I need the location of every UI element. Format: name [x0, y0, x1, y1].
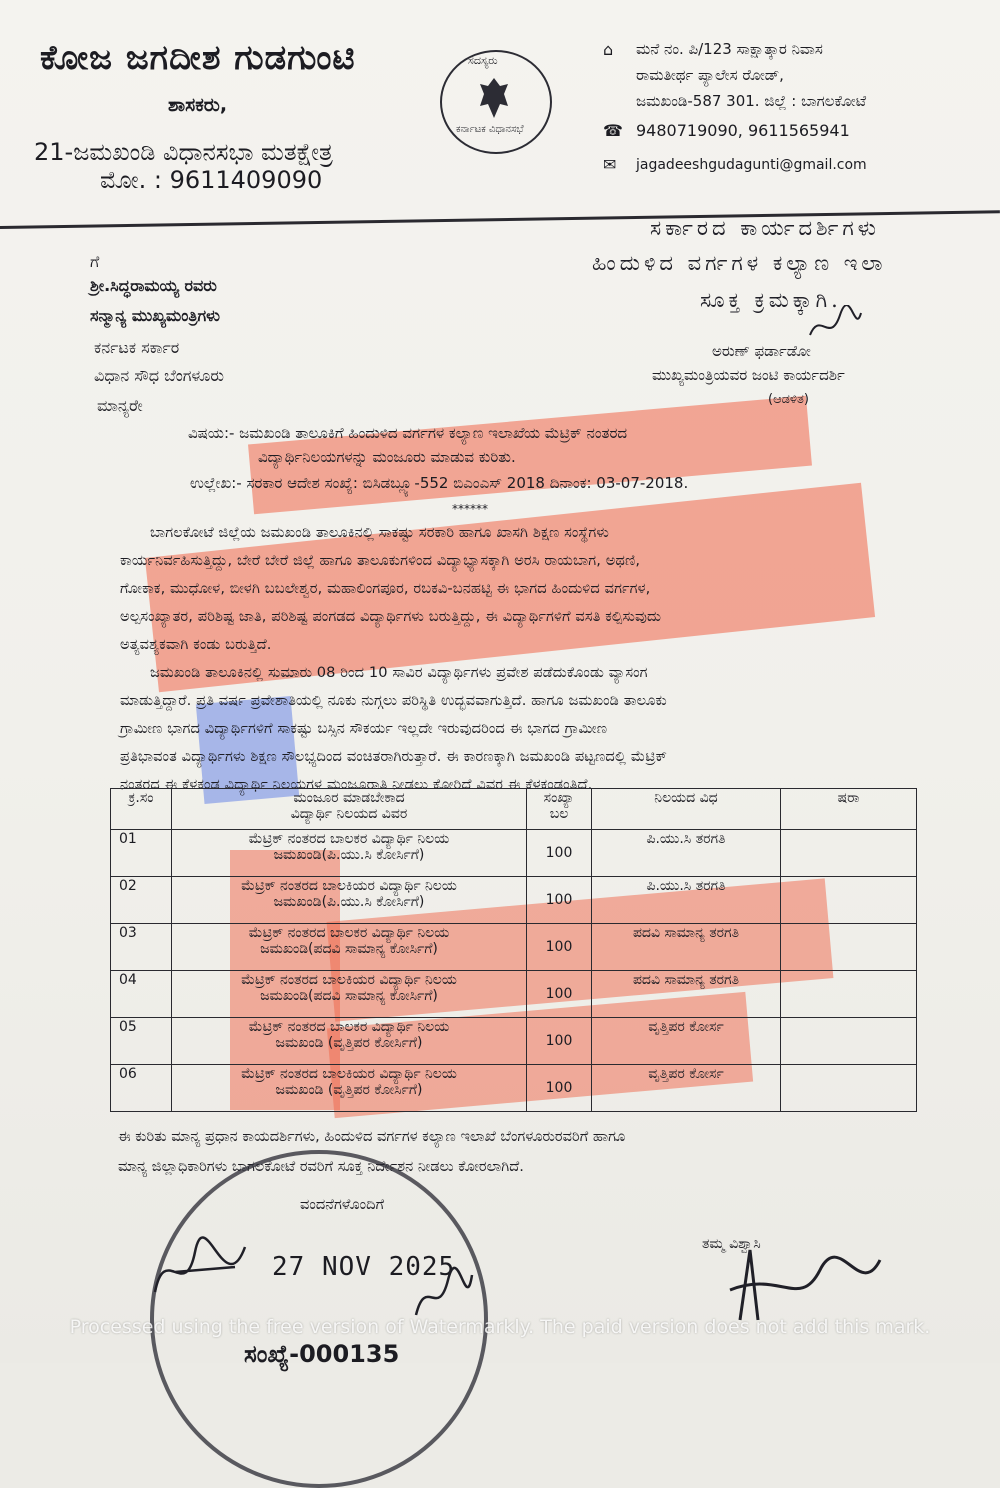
recipient-line-2: ಸನ್ಮಾನ್ಯ ಮುಖ್ಯಮಂತ್ರಿಗಳು: [90, 306, 220, 325]
cell-remarks: [781, 924, 917, 971]
closing-line-2: ಮಾನ್ಯ ಜಿಲ್ಲಾಧಿಕಾರಿಗಳು ಬಾಗಲಕೋಟೆ ರವರಿಗೆ ಸೂಕ್ತ ನಿರ್ದೇಶನ ನೀಡಲು ಕೋರಲಾಗಿದೆ.: [118, 1158, 524, 1175]
hostel-table: [110, 788, 917, 1112]
body-p1-line-3: ಗೋಕಾಕ, ಮುಧೋಳ, ಬೀಳಗಿ ಬಬಲೇಶ್ವರ, ಮಹಾಲಿಂಗಪೂರ, ರಬಕವಿ-ಬನಹಟ್ಟಿ ಈ ಭಾಗದ ಹಿಂದುಳಿದ ವರ್ಗಗಳ,: [120, 580, 651, 597]
cell-sl: 05: [111, 1018, 172, 1065]
cell-type: ಪಿ.ಯು.ಸಿ ತರಗತಿ: [592, 877, 781, 924]
cell-desc: ಮೆಟ್ರಿಕ್ ನಂತರದ ಬಾಲಕಿಯರ ವಿದ್ಯಾರ್ಥಿ ನಿಲಯ ಜಮಖಂಡಿ(ಪದವಿ ಸಾಮಾನ್ಯ ಕೋರ್ಸಿಗೆ): [172, 971, 527, 1018]
cell-remarks: [781, 830, 917, 877]
salutation: ಮಾನ್ಯರೇ: [97, 396, 143, 415]
col-header-desc: ಮಂಜೂರ ಮಾಡಬೇಕಾದ ವಿದ್ಯಾರ್ಥಿ ನಿಲಯದ ವಿವರ: [172, 789, 527, 830]
body-p2-line-2: ಮಾಡುತ್ತಿದ್ದಾರೆ. ಪ್ರತಿ ವರ್ಷ ಪ್ರವೇಶಾತಿಯಲ್ಲಿ ನೂಕು ನುಗ್ಗಲು ಪರಿಸ್ಥಿತಿ ಉದ್ಭವವಾಗುತ್ತಿದೆ. ಹಾಗೂ ಜಮಖಂಡಿ ತಾಲೂಕು: [120, 692, 667, 709]
endorsement-line-2: ಹಿಂದುಳಿದ ವರ್ಗಗಳ ಕಲ್ಯಾಣ ಇಲಾ: [592, 251, 887, 275]
body-p1-line-5: ಅತ್ಯವಶ್ಯಕವಾಗಿ ಕಂಡು ಬರುತ್ತಿದೆ.: [120, 636, 272, 653]
cell-sl: 03: [111, 924, 172, 971]
endorsement-signature: [805, 305, 865, 349]
cell-sl: 02: [111, 877, 172, 924]
reference-line: ಉಲ್ಲೇಖ:- ಸರಕಾರ ಆದೇಶ ಸಂಖ್ಯೆ: ಬಿಸಿಡಬ್ಲ್ಯೂ-552 ಬಿಎಂಎಸ್ 2018 ದಿನಾಂಕ: 03-07-2018.: [190, 474, 689, 492]
cell-desc: ಮೆಟ್ರಿಕ್ ನಂತರದ ಬಾಲಕರ ವಿದ್ಯಾರ್ಥಿ ನಿಲಯ ಜಮಖಂಡಿ(ಪಿ.ಯು.ಸಿ ಕೋರ್ಸಿಗೆ): [172, 830, 527, 877]
cell-remarks: [781, 1065, 917, 1112]
receiver-signature: [145, 1232, 255, 1316]
table-row: [111, 924, 917, 971]
col-header-type: ನಿಲಯದ ವಿಧ: [592, 789, 781, 830]
cell-type: ಪಿ.ಯು.ಸಿ ತರಗತಿ: [592, 830, 781, 877]
address-line-1: ಮನೆ ನಂ. ಪಿ/123 ಸಾಕ್ಷಾತ್ಕಾರ ನಿವಾಸ: [636, 40, 823, 58]
cell-type: ಪದವಿ ಸಾಮಾನ್ಯ ತರಗತಿ: [592, 924, 781, 971]
col-header-sl: ಕ್ರ.ಸಂ: [111, 789, 172, 830]
mail-icon: ✉: [603, 155, 617, 174]
recipient-line-3: ಕರ್ನಟಕ ಸರ್ಕಾರ: [94, 338, 180, 357]
cell-type: ಪದವಿ ಸಾಮಾನ್ಯ ತರಗತಿ: [592, 971, 781, 1018]
stamp-number: ಸಂಖ್ಯೆ-000135: [244, 1340, 400, 1368]
home-icon: ⌂: [603, 40, 614, 59]
cell-remarks: [781, 1018, 917, 1065]
col-header-remarks: ಷರಾ: [781, 789, 917, 830]
cell-count: 100: [527, 1065, 592, 1112]
table-row: [111, 1065, 917, 1112]
phone-numbers: 9480719090, 9611565941: [636, 121, 850, 140]
cell-count: 100: [527, 971, 592, 1018]
body-p2-line-1: ಜಮಖಂಡಿ ತಾಲೂಕಿನಲ್ಲಿ ಸುಮಾರು 08 ರಿಂದ 10 ಸಾವಿರ ವಿದ್ಯಾರ್ಥಿಗಳು ಪ್ರವೇಶ ಪಡೆದುಕೊಂಡು ವ್ಯಾಸಂಗ: [150, 664, 648, 681]
recipient-line-1: ಶ್ರೀ.ಸಿದ್ಧರಾಮಯ್ಯ ರವರು: [90, 276, 217, 295]
gandaberunda-emblem-icon: [476, 76, 512, 124]
address-line-3: ಜಮಖಂಡಿ-587 301. ಜಿಲ್ಲೆ : ಬಾಗಲಕೋಟೆ: [636, 92, 867, 110]
recipient-to: ಗೆ: [90, 252, 100, 271]
mla-name: ಕೋಜ ಜಗದೀಶ ಗುಡಗುಂಟಿ: [40, 38, 356, 78]
body-p2-line-5: ನಂತರದ ಈ ಕೆಳಕಂಡ ವಿದ್ಯಾರ್ಥಿ ನಿಲಯಗಳ ಮಂಜೂರಾತಿ ನೀಡಲು ಕೋರಿದೆ ವಿವರ ಈ ಕೆಳಕಂಡಂತಿದೆ.: [120, 776, 593, 793]
table-row: [111, 877, 917, 924]
table-row: [111, 830, 917, 877]
cell-count: 100: [527, 1018, 592, 1065]
regards: ವಂದನೆಗಳೊಂದಿಗೆ: [300, 1196, 385, 1213]
cell-type: ವೃತ್ತಿಪರ ಕೋರ್ಸ: [592, 1065, 781, 1112]
separator-stars: ******: [452, 502, 488, 516]
cell-desc: ಮೆಟ್ರಿಕ್ ನಂತರದ ಬಾಲಕಿಯರ ವಿದ್ಯಾರ್ಥಿ ನಿಲಯ ಜಮಖಂಡಿ(ಪಿ.ಯು.ಸಿ ಕೋರ್ಸಿಗೆ): [172, 877, 527, 924]
cell-count: 100: [527, 924, 592, 971]
cell-remarks: [781, 971, 917, 1018]
mobile-number: ಮೋ. : 9611409090: [100, 166, 323, 194]
endorsement-line-3: ಸೂಕ್ತ ಕ್ರಮಕ್ಕಾಗಿ.: [700, 288, 842, 312]
seal-bottom-text: ಕರ್ನಾಟಕ ವಿಧಾನಸಭೆ: [456, 124, 524, 135]
phone-icon: ☎: [603, 121, 623, 140]
col-header-count: ಸಂಖ್ಯಾ ಬಲ: [527, 789, 592, 830]
subject-line-2: ವಿದ್ಯಾರ್ಥಿನಿಲಯಗಳನ್ನು ಮಂಜೂರು ಮಾಡುವ ಕುರಿತು.: [258, 448, 516, 466]
seal-top-text: ಸದಸ್ಯರು: [468, 54, 498, 67]
closing-line-1: ಈ ಕುರಿತು ಮಾನ್ಯ ಪ್ರಧಾನ ಕಾಯದರ್ಶಿಗಳು, ಹಿಂದುಳಿದ ವರ್ಗಗಳ ಕಲ್ಯಾಣ ಇಲಾಖೆ ಬೆಂಗಳೂರುರವರಿಗೆ ಹಾಗೂ: [118, 1128, 626, 1145]
cell-desc: ಮೆಟ್ರಿಕ್ ನಂತರದ ಬಾಲಕರ ವಿದ್ಯಾರ್ಥಿ ನಿಲಯ ಜಮಖಂಡಿ (ವೃತ್ತಿಪರ ಕೋರ್ಸಿಗೆ): [172, 1018, 527, 1065]
body-p2-line-3: ಗ್ರಾಮೀಣ ಭಾಗದ ವಿದ್ಯಾರ್ಥಿಗಳಿಗೆ ಸಾಕಷ್ಟು ಬಸ್ಸಿನ ಸೌಕರ್ಯ ಇಲ್ಲದೇ ಇರುವುದರಿಂದ ಈ ಭಾಗದ ಗ್ರಾಮೀಣ: [120, 720, 608, 737]
watermark-text: Processed using the free version of Watermarkly. The paid version does not add this mark.: [69, 1316, 931, 1338]
table-header-row: [111, 789, 917, 830]
mla-role: ಶಾಸಕರು,: [168, 94, 228, 116]
cell-sl: 06: [111, 1065, 172, 1112]
cell-count: 100: [527, 830, 592, 877]
cell-remarks: [781, 877, 917, 924]
constituency: 21-ಜಮಖಂಡಿ ವಿಧಾನಸಭಾ ಮತಕ್ಷೇತ್ರ: [34, 138, 333, 166]
cell-sl: 04: [111, 971, 172, 1018]
endorsement-line-1: ಸರ್ಕಾರದ ಕಾರ್ಯದರ್ಶಿಗಳು: [650, 216, 880, 240]
endorsement-name: ಅರುಣ್ ಫರ್ಡಾಡೋ: [712, 342, 811, 360]
sign-off: ತಮ್ಮ ವಿಶ್ವಾಸಿ: [702, 1236, 761, 1252]
cell-desc: ಮೆಟ್ರಿಕ್ ನಂತರದ ಬಾಲಕರ ವಿದ್ಯಾರ್ಥಿ ನಿಲಯ ಜಮಖಂಡಿ(ಪದವಿ ಸಾಮಾನ್ಯ ಕೋರ್ಸಿಗೆ): [172, 924, 527, 971]
stamp-date: 27 NOV 2025: [272, 1252, 456, 1282]
recipient-line-4: ವಿಧಾನ ಸೌಧ ಬೆಂಗಳೂರು: [94, 366, 224, 385]
cell-count: 100: [527, 877, 592, 924]
table-row: [111, 1018, 917, 1065]
email-address: jagadeeshgudagunti@gmail.com: [636, 157, 867, 173]
body-p2-line-4: ಪ್ರತಿಭಾವಂತ ವಿದ್ಯಾರ್ಥಿಗಳು ಶಿಕ್ಷಣ ಸೌಲಭ್ಯದಿಂದ ವಂಚಿತರಾಗಿರುತ್ತಾರೆ. ಈ ಕಾರಣಕ್ಕಾಗಿ ಜಮಖಂಡಿ ಪಟ್ಟಣದಲ್ಲಿ ಮೆಟ್ರಿಕ್: [120, 748, 668, 765]
address-line-2: ರಾಮತೀರ್ಥ ಪ್ಯಾಲೇಸ ರೋಡ್,: [636, 66, 784, 84]
table-row: [111, 971, 917, 1018]
body-p1-line-4: ಅಲ್ಪಸಂಖ್ಯಾತರ, ಪರಿಶಿಷ್ಟ ಜಾತಿ, ಪರಿಶಿಷ್ಟ ಪಂಗಡದ ವಿದ್ಯಾರ್ಥಿಗಳು ಬರುತ್ತಿದ್ದು, ಈ ವಿದ್ಯಾರ್ಥಿಗಳಿಗೆ ವಸತಿ ಕಲ್ಪಿಸುವುದು: [120, 608, 662, 625]
body-p1-line-1: ಬಾಗಲಕೋಟೆ ಜಿಲ್ಲೆಯ ಜಮಖಂಡಿ ತಾಲೂಕಿನಲ್ಲಿ ಸಾಕಷ್ಟು ಸರಕಾರಿ ಹಾಗೂ ಖಾಸಗಿ ಶಿಕ್ಷಣ ಸಂಸ್ಥೆಗಳು: [150, 524, 610, 541]
subject-line-1: ವಿಷಯ:- ಜಮಖಂಡಿ ತಾಲೂಕಿಗೆ ಹಿಂದುಳಿದ ವರ್ಗಗಳ ಕಲ್ಯಾಣ ಇಲಾಖೆಯ ಮೆಟ್ರಿಕ್ ನಂತರದ: [188, 424, 628, 442]
cell-type: ವೃತ್ತಿಪರ ಕೋರ್ಸ: [592, 1018, 781, 1065]
endorsement-designation: ಮುಖ್ಯಮಂತ್ರಿಯವರ ಜಂಟಿ ಕಾರ್ಯದರ್ಶಿ: [652, 366, 845, 384]
cell-desc: ಮೆಟ್ರಿಕ್ ನಂತರದ ಬಾಲಕಿಯರ ವಿದ್ಯಾರ್ಥಿ ನಿಲಯ ಜಮಖಂಡಿ (ವೃತ್ತಿಪರ ಕೋರ್ಸಿಗೆ): [172, 1065, 527, 1112]
endorsement-designation-2: (ಆಡಳಿತ): [768, 392, 809, 407]
body-p1-line-2: ಕಾರ್ಯನಿರ್ವಹಿಸುತ್ತಿದ್ದು, ಬೇರೆ ಬೇರೆ ಜಿಲ್ಲೆ ಹಾಗೂ ತಾಲೂಕುಗಳಿಂದ ವಿದ್ಯಾಭ್ಯಾಸಕ್ಕಾಗಿ ಅರಸಿ ರಾಯಬಾಗ, ಅಥಣಿ,: [120, 552, 641, 569]
cell-sl: 01: [111, 830, 172, 877]
